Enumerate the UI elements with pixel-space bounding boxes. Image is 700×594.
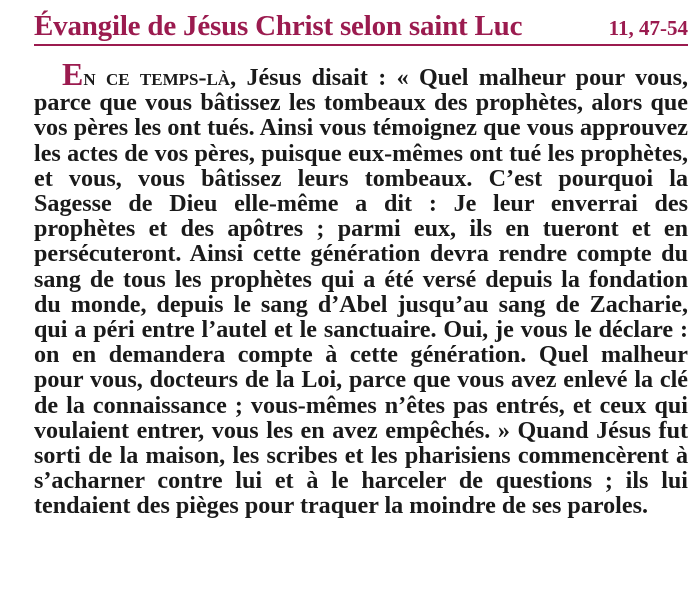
gospel-reading-page	[34, 6, 688, 592]
reading-title: Évangile de Jésus Christ selon saint Luc	[34, 10, 523, 42]
drop-cap-letter: E	[62, 56, 84, 92]
reading-text: , Jésus disait : « Quel malheur pour vous, parce que vous bâtissez les tombeaux des prophètes, alors que vos pères les ont tués. Ainsi vous témoignez que vous approuvez les actes de vos pères, puisque eux-mêmes ont tué les prophètes, et vous, vous bâtissez leurs tombeaux. C’est pourquoi la Sagesse de Dieu elle-même a dit : Je leur enverrai des prophètes et des apôtres ; parmi eux, ils en tueront et en persécuteront. Ainsi cette génération devra rendre compte du sang de tous les prophètes qui a été versé depuis la fondation du monde, depuis le sang d’Abel jusqu’au sang de Zacharie, qui a péri entre l’autel et le sanctuaire. Oui, je vous le déclare : on en demandera compte à cette génération. Quel malheur pour vous, docteurs de la Loi, parce que vous avez enlevé la clé de la connaissance ; vous-mêmes n’êtes pas entrés, et ceux qui voulaient entrer, vous les en avez empêchés. » Quand Jésus fut sorti de la maison, les scribes et les pharisiens commencèrent à s’acharner contre lui et à le harceler de questions ; ils lui tendaient des pièges pour traquer la moindre de ses paroles.	[34, 65, 689, 520]
scripture-reference: 11, 47-54	[608, 16, 688, 40]
reading-header	[34, 6, 688, 46]
reading-body	[34, 56, 689, 520]
opening-phrase: n ce temps-là	[83, 65, 231, 91]
